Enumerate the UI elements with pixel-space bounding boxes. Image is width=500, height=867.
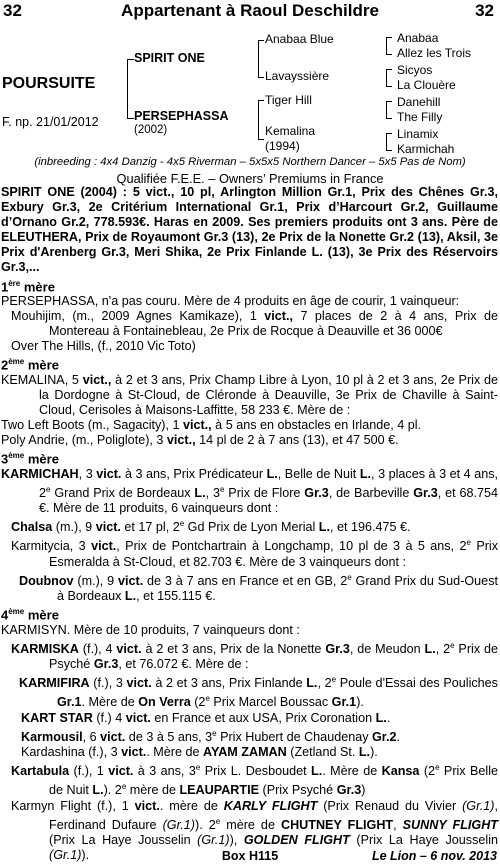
- sire-dam: Lavayssière: [265, 69, 330, 83]
- gg-dsd: The Filly: [397, 110, 443, 124]
- produce-karmyn-flight: Karmyn Flight (f.), 1 vict.. mère de KARLY FLIGHT (Prix Renaud du Vivier (Gr.1), Ferdinand Dufaure (Gr.1)). 2e mère de CHUTNEY FLIGHT, SUNNY FLIGHT (Prix La Haye Jousselin (Gr.1)), GOLDEN FLIGHT (Prix La Haye Jousselin (Gr.1)).: [11, 798, 498, 863]
- gg-dds: Linamix: [397, 127, 439, 141]
- produce-kartabula: Kartabula (f.), 1 vict. à 3 ans, 3e Prix L. Desboudet L.. Mère de Kansa (2e Prix Belle de Nuit L.). 2e mère de LEAUPARTIE (Prix Psyché Gr.3): [11, 763, 499, 798]
- page-title: Appartenant à Raoul Deschildre: [121, 1, 379, 20]
- horse-name: POURSUITE: [2, 75, 96, 92]
- gg-ssd: Allez les Trois: [397, 46, 472, 60]
- bracket-sire: [258, 40, 264, 78]
- produce-karmitycia: Karmitycia, 3 vict., Prix de Pontchartrain à Longchamp, 10 pl de 3 à 5 ans, 2e Prix Esmeralda à St-Cloud, et 82.703 €. Mère de 3 vainqueurs dont :: [11, 538, 499, 569]
- bracket-sd: [386, 69, 392, 87]
- pedigree-table: [0, 28, 500, 156]
- dam-dam-year: (1994): [265, 139, 300, 153]
- horse-birth: F. np. 21/01/2012: [2, 115, 99, 129]
- produce-karmifira: KARMIFIRA (f.), 3 vict. à 2 et 3 ans, Prix Finlande L., 2e Poule d'Essai des Pouliches Gr.1. Mère de On Verra (2e Prix Marcel Boussac Gr.1).: [19, 675, 498, 710]
- produce-mouhijim: Mouhijim, (m., 2009 Agnes Kamikaze), 1 vict., 7 places de 2 à 4 ans, Prix de Montereau à Fontainebleau, 2e Prix de Rocque à Deauville et 36 000€: [11, 309, 498, 339]
- gg-ddd: Karmichah: [397, 142, 455, 156]
- bracket-dd: [386, 133, 392, 151]
- first-dam-paragraph: PERSEPHASSA, n'a pas couru. Mère de 4 produits en âge de courir, 1 vainqueur:: [1, 293, 460, 308]
- gg-sss: Anabaa: [397, 31, 439, 45]
- produce-karmiska: KARMISKA (f.), 4 vict. à 2 et 3 ans, Prix de la Nonette Gr.3, de Meudon L., 2e Prix de Psyché Gr.3, et 76.072 €. Mère de :: [11, 640, 498, 671]
- produce-kardashina: Kardashina (f.), 3 vict.. Mère de AYAM ZAMAN (Zetland St. L.).: [21, 745, 378, 759]
- bracket-main: [127, 59, 134, 119]
- bracket-ds: [386, 101, 392, 119]
- produce-doubnov: Doubnov (m.), 9 vict. de 3 à 7 ans en France et en GB, 2e Grand Prix du Sud-Ouest à Bordeaux L., et 155.115 €.: [19, 572, 498, 604]
- gg-dss: Danehill: [397, 95, 441, 109]
- fourth-dam-paragraph: KARMISYN. Mère de 10 produits, 7 vainqueurs dont :: [1, 622, 300, 637]
- box-label: Box H115: [221, 849, 279, 863]
- dam-year: (2002): [134, 124, 168, 136]
- produce-chalsa: Chalsa (m.), 9 vict. et 17 pl, 2e Gd Prix de Lyon Merial L., et 196.475 €.: [11, 519, 411, 535]
- gg-sds: Sicyos: [397, 63, 433, 77]
- sire-name: SPIRIT ONE: [134, 51, 205, 65]
- produce-over-the-hills: Over The Hills, (f., 2010 Vic Toto): [11, 339, 196, 354]
- sire-sire: Anabaa Blue: [265, 32, 334, 46]
- sale-date: Le Lion – 6 nov. 2013: [371, 849, 497, 863]
- dam-sire: Tiger Hill: [265, 93, 312, 107]
- produce-karmousil: Karmousil, 6 vict. de 3 à 5 ans, 3e Prix Hubert de Chaudenay Gr.2.: [21, 728, 401, 744]
- bracket-ss: [386, 37, 392, 55]
- page-footer: [0, 849, 500, 865]
- bracket-dam: [258, 100, 264, 140]
- qualification-note: Qualifiée F.E.E. – Owners’ Premiums in France: [116, 171, 384, 186]
- second-dam-heading: 2ème mère: [1, 357, 59, 373]
- gg-sdd: La Clouère: [397, 78, 456, 92]
- produce-kart-star: KART STAR (f.) 4 vict. en France et aux USA, Prix Coronation L..: [21, 710, 391, 725]
- third-dam-heading: 3ème mère: [1, 451, 59, 467]
- produce-two-left-boots: Two Left Boots (m., Sagacity), 1 vict., à 5 ans en obstacles en Irlande, 4 pl.: [1, 418, 422, 433]
- page-header: [0, 1, 500, 23]
- sire-paragraph: SPIRIT ONE (2004) : 5 vict., 10 pl, Arlington Million Gr.1, Prix des Chênes Gr.3, Exbury Gr.3, 2e Critérium International Gr.1, Prix d’Harcourt Gr.2, Guillaume d’Ornano Gr.2, 778.593€. Haras en 2009. Ses premiers produits ont 3 ans. Père de ELEUTHERA, Prix de Royaumont Gr.3 (13), 2e Prix de la Nonette Gr.2 (13), Aksil, 3e Prix d'Arenberg Gr.3, Meri Shika, 2e Prix Finlande L. (13), 3e Prix des Réservoirs Gr.3,...: [1, 185, 498, 275]
- fourth-dam-heading: 4ème mère: [1, 607, 59, 623]
- dam-name: PERSEPHASSA: [134, 109, 229, 123]
- second-dam-paragraph: KEMALINA, 5 vict., à 2 et 3 ans, Prix Champ Libre à Lyon, 10 pl à 2 et 3 ans, 2e Prix de la Dordogne à St-Cloud, de Cléronde à Deauville, 3e Prix de Chaville à Saint-Cloud, Cerisoles à Maisons-Laffitte, 58 233 €. Mère de :: [1, 372, 498, 417]
- pedigree-notes: [1, 185, 498, 863]
- dam-dam: Kemalina: [265, 124, 316, 138]
- lot-number-left: 32: [3, 1, 22, 20]
- inbreeding-note: (inbreeding : 4x4 Danzig - 4x5 Riverman – 5x5x5 Northern Dancer – 5x5 Pas de Nom): [34, 156, 466, 168]
- first-dam-heading: 1ère mère: [1, 278, 55, 294]
- third-dam-paragraph: KARMICHAH, 3 vict. à 3 ans, Prix Prédicateur L., Belle de Nuit L., 3 places à 3 et 4 ans, 2e Grand Prix de Bordeaux L., 3e Prix de Flore Gr.3, de Barbeville Gr.3, et 68.754 €. Mère de 11 produits, 6 vainqueurs dont :: [1, 466, 499, 516]
- produce-poly-andrie: Poly Andrie, (m., Poliglote), 3 vict., 14 pl de 2 à 7 ans (13), et 47 500 €.: [1, 433, 399, 448]
- lot-number-right: 32: [475, 1, 494, 20]
